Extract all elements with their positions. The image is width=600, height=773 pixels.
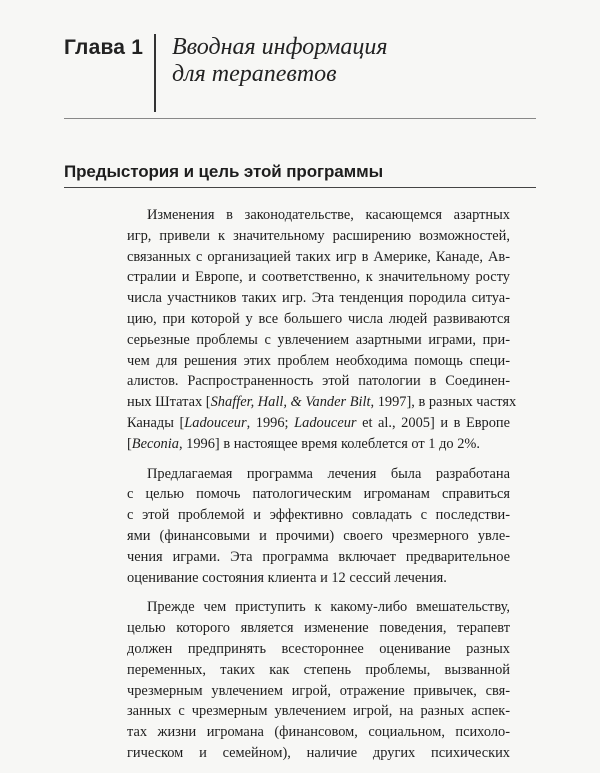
section-rule — [64, 187, 536, 188]
text-line: гическом и семейном), наличие других психических — [127, 744, 510, 761]
body-text — [127, 205, 517, 773]
text-line: игр, привели к значительному расширению возможностей, — [127, 227, 510, 244]
paragraph-2 — [127, 464, 510, 589]
paragraph-1 — [127, 205, 517, 455]
text-line: серьезные проблемы с увлечением азартными играми, при- — [127, 331, 510, 348]
chapter-header — [64, 34, 538, 118]
text-line: цию, при которой у все большего числа людей развиваются — [127, 310, 510, 327]
text-line: алистов. Распространенность этой патологии в Соединен- — [127, 373, 510, 390]
text-line: переменных, таких как степень проблемы, вызванной — [127, 661, 510, 678]
text-line: чрезмерным увлечением игрой, отражение привычек, свя- — [127, 682, 510, 699]
chapter-title-line-1: Вводная информация — [172, 34, 388, 60]
text-line: оценивание состояния клиента и 12 сессий лечения. — [127, 569, 447, 586]
text-line: целью которого является изменение поведения, терапевт — [127, 620, 510, 637]
chapter-title-line-2: для терапевтов — [172, 61, 337, 87]
text-line: Предлагаемая программа лечения была разработана — [147, 465, 510, 482]
section-heading: Предыстория и цель этой программы — [64, 162, 383, 181]
paragraph-3 — [127, 597, 510, 763]
text-line: с этой проблемой и эффективно совладать с последстви- — [127, 507, 510, 524]
text-line: с целью помочь патологическим игроманам справиться — [127, 486, 510, 503]
chapter-divider — [154, 34, 156, 112]
text-line: Изменения в законодательстве, касающемся азартных — [147, 207, 510, 223]
text-line: Прежде чем приступить к какому-либо вмешательству, — [147, 599, 510, 616]
text-line: Канады [Ladouceur, 1996; Ladouceur et al., 2005] и в Европе — [127, 414, 511, 431]
text-line: ных Штатах [Shaffer, Hall, & Vander Bilt, 1997], в разных частях — [127, 394, 517, 411]
chapter-title — [172, 34, 388, 88]
text-line: чения играми. Эта программа включает предварительное — [127, 548, 510, 565]
chapter-label: Глава 1 — [64, 36, 144, 59]
text-line: связанных с организацией таких игр в Америке, Канаде, Ав- — [127, 248, 510, 265]
text-line: занных с чрезмерным увлечением игрой, на разных аспек- — [127, 703, 510, 720]
text-line: ями (финансовыми и прочими) своего чрезмерного увле- — [127, 527, 510, 544]
text-line: стралии и Европе, и соответственно, к значительному росту — [127, 269, 510, 286]
text-line: [Beconia, 1996] в настоящее время колеблется от 1 до 2%. — [127, 435, 480, 452]
text-line: тах жизни игромана (финансовом, социальном, психоло- — [127, 724, 510, 741]
header-rule — [64, 118, 536, 119]
text-line: числа участников таких игр. Эта тенденция породила ситуа- — [127, 290, 510, 307]
text-line: чем для решения этих проблем необходима помощь специ- — [127, 352, 510, 369]
text-line: должен предпринять всестороннее оценивание разных — [127, 640, 510, 657]
